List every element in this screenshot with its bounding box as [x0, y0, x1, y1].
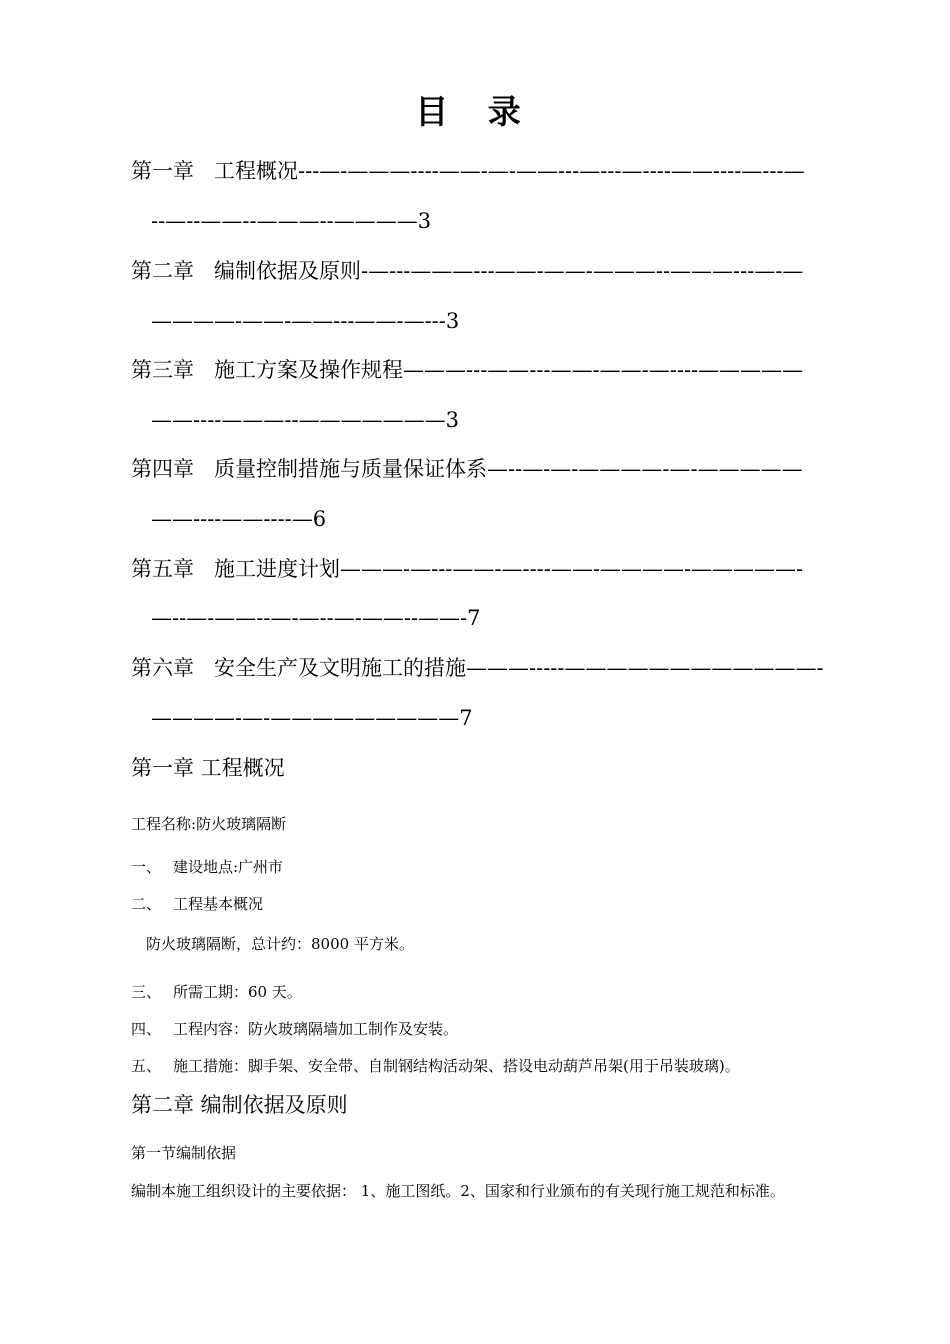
chapter-1-heading: 第一章 工程概况	[131, 756, 285, 780]
list-item-text: 工程基本概况	[173, 895, 264, 913]
toc-entry-2[interactable]	[131, 257, 851, 285]
list-item	[131, 893, 263, 915]
toc-entry-5[interactable]	[131, 555, 851, 583]
list-item-text: 工程内容：防火玻璃隔墙加工制作及安装。	[173, 1020, 459, 1038]
toc-page-number: 6	[312, 507, 327, 531]
list-item-number: 三、	[131, 983, 162, 1001]
toc-page-number: 7	[459, 706, 473, 730]
toc-page-number: 3	[417, 209, 432, 233]
list-item-text: 所需工期：60 天。	[173, 983, 302, 1001]
toc-chapter-title: 编制依据及原则	[214, 259, 361, 283]
list-item-text: 施工措施：脚手架、安全带、自制钢结构活动架、搭设电动葫芦吊架(用于吊装玻璃)。	[173, 1057, 740, 1075]
toc-chapter-number: 第六章	[131, 656, 194, 680]
chapter-2-heading: 第二章 编制依据及原则	[131, 1093, 348, 1117]
toc-leader: ---—-———----——-—-——---—---—----——----—---—	[298, 159, 805, 183]
project-name-line	[131, 813, 286, 835]
paragraph: 编制本施工组织设计的主要依据： 1、施工图纸。2、国家和行业颁布的有关现行施工规范和标准。	[131, 1182, 785, 1200]
list-item-number: 二、	[131, 895, 162, 913]
overview-text: ，总计约：8000 平方米。	[236, 935, 414, 953]
section-heading: 第一节编制依据	[131, 1144, 237, 1162]
toc-leader: --—--——--———--————	[151, 209, 418, 233]
toc-leader: ——----——----—	[151, 507, 313, 531]
toc-chapter-number: 第三章	[131, 358, 194, 382]
toc-leader: ———-----————————————-	[466, 656, 824, 680]
project-name-value: 防火玻璃隔断	[196, 815, 287, 833]
toc-entry-6-continuation	[151, 704, 851, 732]
list-item	[131, 981, 302, 1003]
list-item-number: 五、	[131, 1057, 162, 1075]
toc-leader: ———-—---——-—----——-————-—————-	[340, 557, 804, 581]
toc-entry-6[interactable]	[131, 654, 851, 682]
toc-leader: —--—-——--—-—--—-——--——-	[151, 606, 468, 630]
toc-chapter-title: 施工方案及操作规程	[214, 358, 403, 382]
toc-chapter-title: 质量控制措施与质量保证体系	[214, 457, 487, 481]
toc-chapter-number: 第五章	[131, 557, 194, 581]
toc-entry-3-continuation	[151, 406, 851, 434]
toc-leader: ———---——---——-——-—----—————	[403, 358, 804, 382]
list-item-number: 一、	[131, 858, 162, 876]
toc-leader: -—---———---——-——-———--———---—-—	[361, 259, 804, 283]
toc-chapter-title: 施工进度计划	[214, 557, 340, 581]
list-item	[131, 1018, 458, 1040]
toc-entry-4-continuation	[151, 505, 851, 533]
project-name-label: 工程名称:	[131, 815, 197, 833]
toc-entry-2-continuation	[151, 307, 851, 335]
toc-leader: —--—-—-————-—-—————	[487, 457, 803, 481]
toc-leader: ————-—-—————————	[151, 706, 460, 730]
toc-entry-5-continuation	[151, 604, 851, 632]
toc-chapter-number: 第一章	[131, 159, 194, 183]
toc-chapter-number: 第四章	[131, 457, 194, 481]
toc-chapter-title: 工程概况	[214, 159, 298, 183]
overview-project-name: 防火玻璃隔断	[146, 935, 237, 953]
list-item	[131, 856, 283, 878]
toc-page-number: 3	[445, 408, 459, 432]
list-item-number: 四、	[131, 1020, 162, 1038]
toc-entry-4[interactable]	[131, 455, 851, 483]
toc-chapter-number: 第二章	[131, 259, 194, 283]
toc-entry-1-continuation	[151, 207, 851, 235]
toc-entry-3[interactable]	[131, 356, 851, 384]
toc-page-number: 7	[467, 606, 481, 630]
list-item	[131, 1055, 740, 1077]
toc-leader: ————-——-——---——-—---	[151, 309, 446, 333]
toc-chapter-title: 安全生产及文明施工的措施	[214, 656, 466, 680]
toc-page-number: 3	[445, 309, 460, 333]
toc-entry-1[interactable]	[131, 157, 851, 185]
toc-title: 目 录	[415, 92, 535, 131]
toc-leader: ——----———--———————	[151, 408, 446, 432]
list-item-text: 建设地点:广州市	[173, 858, 284, 876]
overview-line	[146, 933, 414, 955]
